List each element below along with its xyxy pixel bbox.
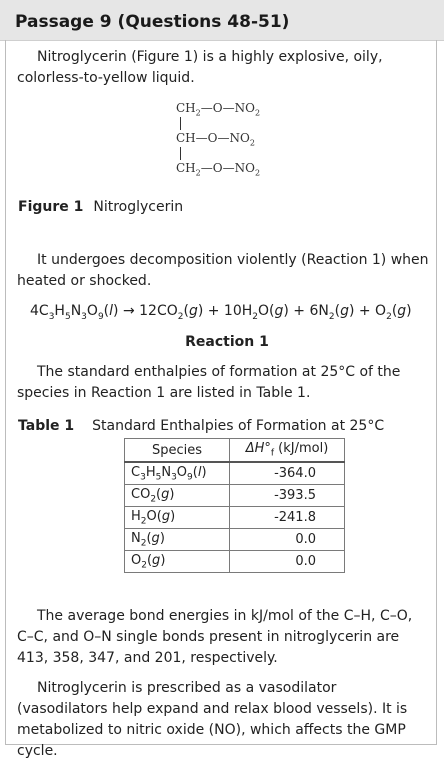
enthalpy-cell: -241.8 bbox=[230, 507, 345, 529]
reaction-label: Reaction 1 bbox=[185, 334, 269, 350]
header-species: Species bbox=[125, 439, 230, 463]
table-label: Table 1 bbox=[18, 418, 75, 434]
species-cell: $O_2(g)$ bbox=[125, 551, 230, 573]
structure-bond-2 bbox=[180, 147, 181, 160]
enthalpy-cell: -393.5 bbox=[230, 485, 345, 507]
table-caption bbox=[18, 418, 384, 434]
structure-row-1 bbox=[176, 101, 260, 117]
enthalpy-cell: -364.0 bbox=[230, 462, 345, 485]
row2-bond: —O— bbox=[195, 131, 230, 145]
table-caption-text: Standard Enthalpies of Formation at 25°C bbox=[92, 418, 385, 434]
row3-bond: —O— bbox=[200, 161, 235, 175]
bond-energy-paragraph: The average bond energies in kJ/mol of the C–H, C–O, C–C, and O–N single bonds present in nitroglycerin are 413, 358, 347, and 201, respectively. bbox=[17, 608, 413, 666]
species-cell: $N_2(g)$ bbox=[125, 529, 230, 551]
structure-row-2 bbox=[176, 131, 255, 147]
species-cell: $C_3H_5N_3O_9(l)$ bbox=[125, 462, 230, 485]
figure-caption bbox=[18, 199, 183, 215]
table-row bbox=[125, 507, 345, 529]
table-row bbox=[125, 485, 345, 507]
vasodilator-paragraph: Nitroglycerin is prescribed as a vasodilator (vasodilators help expand and relax blood vessels). It is metabolized to nitric oxide (NO), which affects the GMP cycle. bbox=[17, 680, 408, 759]
figure-caption-text: Nitroglycerin bbox=[93, 199, 184, 215]
passage-title: Passage 9 (Questions 48-51) bbox=[15, 12, 290, 32]
structure-row-3 bbox=[176, 161, 260, 177]
table-row bbox=[125, 462, 345, 485]
row1-group: $NO_2$ bbox=[234, 101, 261, 118]
decomposition-paragraph: It undergoes decomposition violently (Reaction 1) when heated or shocked. bbox=[17, 252, 429, 289]
enthalpy-paragraph: The standard enthalpies of formation at 25°C of the species in Reaction 1 are listed in Table 1. bbox=[17, 364, 401, 401]
enthalpy-table bbox=[124, 438, 345, 573]
row2-group: $NO_2$ bbox=[229, 131, 255, 148]
enthalpy-cell: 0.0 bbox=[230, 529, 345, 551]
species-cell: $H_2O(g)$ bbox=[125, 507, 230, 529]
structure-bond-1 bbox=[180, 117, 181, 130]
table-header-row bbox=[125, 439, 345, 463]
row1-bond: —O— bbox=[200, 101, 235, 115]
intro-paragraph: Nitroglycerin (Figure 1) is a highly explosive, oily, colorless-to-yellow liquid. bbox=[17, 49, 383, 86]
row2-carbon: CH bbox=[176, 131, 196, 145]
row1-carbon: $CH_2$ bbox=[176, 101, 201, 118]
table-row bbox=[125, 551, 345, 573]
species-cell: $CO_2(g)$ bbox=[125, 485, 230, 507]
figure-label: Figure 1 bbox=[18, 199, 84, 215]
table-row bbox=[125, 529, 345, 551]
row3-group: $NO_2$ bbox=[234, 161, 261, 178]
passage-header bbox=[0, 0, 444, 41]
header-enthalpy: $\Delta H^\circ_f$ (kJ/mol) bbox=[230, 439, 345, 463]
row3-carbon: $CH_2$ bbox=[176, 161, 201, 178]
reaction-equation: $4C_3H_5N_3O_9(l) \to 12CO_2(g) + 10H_2O(g) + 6N_2(g) + O_2(g)$ bbox=[30, 303, 412, 322]
enthalpy-cell: 0.0 bbox=[230, 551, 345, 573]
